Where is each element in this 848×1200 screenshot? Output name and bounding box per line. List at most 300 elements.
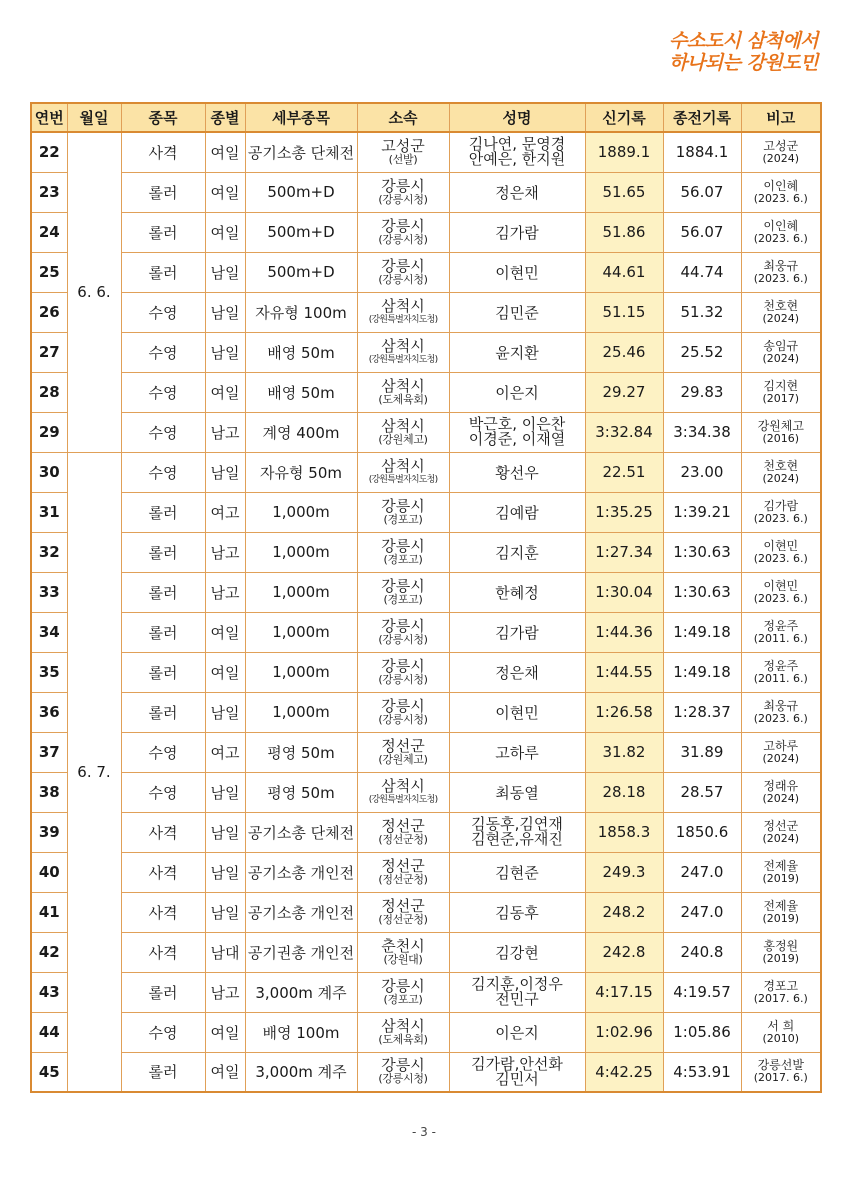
- table-row: [31, 132, 821, 172]
- category-cell: 남일: [205, 692, 245, 732]
- new-record-cell: 51.86: [585, 212, 663, 252]
- note-holder: 전제율: [763, 898, 799, 913]
- table-row: [31, 1012, 821, 1052]
- table-row: [31, 692, 821, 732]
- detail-cell: 공기소총 개인전: [245, 892, 357, 932]
- previous-record-cell: 4:19.57: [663, 972, 741, 1012]
- affiliation-cell: [357, 212, 449, 252]
- note-holder: 정선군: [763, 818, 799, 833]
- affiliation-cell: [357, 332, 449, 372]
- previous-record-cell: 1:49.18: [663, 612, 741, 652]
- note-cell: [741, 892, 821, 932]
- athlete-names-line: 최동열: [495, 783, 539, 802]
- event-cell: 롤러: [121, 172, 205, 212]
- new-record-cell: 1:26.58: [585, 692, 663, 732]
- table-row: [31, 932, 821, 972]
- event-cell: 수영: [121, 412, 205, 452]
- note-holder: 전제율: [763, 858, 799, 873]
- athlete-names-line: 김지훈: [495, 543, 539, 562]
- name-cell: [449, 1052, 585, 1092]
- row-number: 32: [31, 532, 67, 572]
- affiliation-sub: (정선군청): [378, 832, 428, 846]
- affiliation-main: 삼척시: [381, 336, 425, 355]
- event-cell: 롤러: [121, 612, 205, 652]
- affiliation-sub: (도체육회): [378, 392, 428, 406]
- header-note: 비고: [741, 103, 821, 132]
- note-cell: [741, 1012, 821, 1052]
- affiliation-cell: [357, 532, 449, 572]
- affiliation-main: 강릉시: [381, 496, 425, 515]
- event-cell: 롤러: [121, 252, 205, 292]
- row-number: 35: [31, 652, 67, 692]
- affiliation-main: 정선군: [381, 736, 425, 755]
- previous-record-cell: 1884.1: [663, 132, 741, 172]
- note-holder: 이인혜: [763, 218, 799, 233]
- table-row: [31, 1052, 821, 1092]
- affiliation-cell: [357, 452, 449, 492]
- affiliation-cell: [357, 932, 449, 972]
- new-record-cell: 1:30.04: [585, 572, 663, 612]
- affiliation-cell: [357, 772, 449, 812]
- table-row: [31, 452, 821, 492]
- athlete-names-line: 김가람: [495, 223, 539, 242]
- note-year: (2024): [762, 351, 800, 365]
- athlete-names-line: 한혜정: [495, 583, 539, 602]
- previous-record-cell: 28.57: [663, 772, 741, 812]
- detail-cell: 평영 50m: [245, 732, 357, 772]
- header-date: 월일: [67, 103, 121, 132]
- category-cell: 여일: [205, 132, 245, 172]
- row-number: 34: [31, 612, 67, 652]
- row-number: 27: [31, 332, 67, 372]
- table-row: [31, 892, 821, 932]
- previous-record-cell: 23.00: [663, 452, 741, 492]
- affiliation-sub: (강릉시청): [378, 1072, 428, 1086]
- previous-record-cell: 240.8: [663, 932, 741, 972]
- athlete-names-line: 김예람: [495, 503, 539, 522]
- note-holder: 최웅규: [763, 698, 799, 713]
- note-year: (2010): [762, 1031, 800, 1045]
- event-cell: 수영: [121, 372, 205, 412]
- athlete-names-line: 김민서: [495, 1069, 539, 1088]
- new-record-cell: 51.15: [585, 292, 663, 332]
- name-cell: [449, 492, 585, 532]
- previous-record-cell: 25.52: [663, 332, 741, 372]
- note-cell: [741, 452, 821, 492]
- table-row: [31, 852, 821, 892]
- row-number: 45: [31, 1052, 67, 1092]
- detail-cell: 배영 100m: [245, 1012, 357, 1052]
- table-header-row: [31, 103, 821, 132]
- category-cell: 여일: [205, 172, 245, 212]
- name-cell: [449, 692, 585, 732]
- event-cell: 사격: [121, 892, 205, 932]
- note-cell: [741, 812, 821, 852]
- table-row: [31, 612, 821, 652]
- page-number: - 3 -: [412, 1125, 436, 1139]
- table-row: [31, 172, 821, 212]
- note-holder: 서 희: [767, 1018, 795, 1033]
- affiliation-main: 강릉시: [381, 656, 425, 675]
- affiliation-main: 고성군: [381, 136, 425, 155]
- note-year: (2023. 6.): [753, 711, 808, 725]
- new-record-cell: 4:42.25: [585, 1052, 663, 1092]
- event-cell: 롤러: [121, 1052, 205, 1092]
- athlete-names-line: 김지훈,이정우: [471, 975, 563, 993]
- note-cell: [741, 212, 821, 252]
- affiliation-cell: [357, 412, 449, 452]
- detail-cell: 500m+D: [245, 172, 357, 212]
- detail-cell: 배영 50m: [245, 332, 357, 372]
- category-cell: 남일: [205, 452, 245, 492]
- note-cell: [741, 772, 821, 812]
- row-number: 42: [31, 932, 67, 972]
- affiliation-main: 삼척시: [381, 456, 425, 475]
- athlete-names-line: 김현준,유재진: [471, 830, 563, 848]
- name-cell: [449, 132, 585, 172]
- affiliation-cell: [357, 612, 449, 652]
- note-cell: [741, 852, 821, 892]
- event-cell: 롤러: [121, 692, 205, 732]
- affiliation-sub: (강원특별자치도청): [368, 354, 438, 365]
- name-cell: [449, 732, 585, 772]
- header-name: 성명: [449, 103, 585, 132]
- affiliation-cell: [357, 372, 449, 412]
- previous-record-cell: 56.07: [663, 172, 741, 212]
- athlete-names-line: 김동후: [495, 903, 539, 922]
- affiliation-sub: (정선군청): [378, 872, 428, 886]
- affiliation-cell: [357, 972, 449, 1012]
- note-cell: [741, 412, 821, 452]
- detail-cell: 3,000m 계주: [245, 1052, 357, 1092]
- note-year: (2011. 6.): [753, 631, 808, 645]
- row-number: 22: [31, 132, 67, 172]
- affiliation-sub: (도체육회): [378, 1032, 428, 1046]
- note-cell: [741, 132, 821, 172]
- row-number: 40: [31, 852, 67, 892]
- athlete-names-line: 정은채: [495, 183, 539, 202]
- athlete-names-line: 김강현: [495, 943, 539, 962]
- detail-cell: 공기권총 개인전: [245, 932, 357, 972]
- note-holder: 이인혜: [763, 178, 799, 193]
- affiliation-sub: (경포고): [383, 512, 423, 526]
- note-cell: [741, 612, 821, 652]
- event-cell: 롤러: [121, 972, 205, 1012]
- previous-record-cell: 3:34.38: [663, 412, 741, 452]
- note-year: (2023. 6.): [753, 591, 808, 605]
- athlete-names-line: 이현민: [495, 263, 539, 282]
- detail-cell: 1,000m: [245, 532, 357, 572]
- detail-cell: 공기소총 단체전: [245, 132, 357, 172]
- date-cell: 6. 6.: [67, 132, 121, 452]
- note-year: (2024): [762, 791, 800, 805]
- new-record-cell: 51.65: [585, 172, 663, 212]
- affiliation-cell: [357, 572, 449, 612]
- athlete-names-line: 이은지: [495, 1023, 539, 1042]
- detail-cell: 공기소총 개인전: [245, 852, 357, 892]
- row-number: 44: [31, 1012, 67, 1052]
- name-cell: [449, 932, 585, 972]
- previous-record-cell: 31.89: [663, 732, 741, 772]
- table-row: [31, 332, 821, 372]
- affiliation-main: 강릉시: [381, 256, 425, 275]
- note-year: (2019): [762, 871, 800, 885]
- slogan-logo: [669, 30, 818, 74]
- table-row: [31, 372, 821, 412]
- previous-record-cell: 1850.6: [663, 812, 741, 852]
- table-row: [31, 252, 821, 292]
- new-record-cell: 25.46: [585, 332, 663, 372]
- affiliation-main: 정선군: [381, 896, 425, 915]
- athlete-names-line: 황선우: [495, 463, 539, 482]
- detail-cell: 3,000m 계주: [245, 972, 357, 1012]
- note-year: (2023. 6.): [753, 191, 808, 205]
- affiliation-main: 강릉시: [381, 176, 425, 195]
- event-cell: 롤러: [121, 572, 205, 612]
- affiliation-sub: (강릉시청): [378, 192, 428, 206]
- note-year: (2024): [762, 831, 800, 845]
- athlete-names-line: 김현준: [495, 863, 539, 882]
- affiliation-sub: (선발): [388, 152, 418, 166]
- name-cell: [449, 612, 585, 652]
- athlete-names-line: 김나연, 문영경: [468, 135, 566, 154]
- note-holder: 송임규: [763, 338, 799, 353]
- athlete-names-line: 김민준: [495, 303, 539, 322]
- note-year: (2019): [762, 911, 800, 925]
- note-holder: 이현민: [763, 578, 799, 593]
- new-record-cell: 1:35.25: [585, 492, 663, 532]
- note-year: (2024): [762, 311, 800, 325]
- category-cell: 남일: [205, 892, 245, 932]
- event-cell: 롤러: [121, 532, 205, 572]
- table-row: [31, 732, 821, 772]
- note-holder: 정래유: [763, 778, 799, 793]
- detail-cell: 1,000m: [245, 692, 357, 732]
- affiliation-main: 강릉시: [381, 216, 425, 235]
- detail-cell: 1,000m: [245, 572, 357, 612]
- name-cell: [449, 292, 585, 332]
- table-row: [31, 772, 821, 812]
- previous-record-cell: 4:53.91: [663, 1052, 741, 1092]
- row-number: 41: [31, 892, 67, 932]
- note-year: (2017. 6.): [753, 1071, 808, 1085]
- affiliation-main: 삼척시: [381, 296, 425, 315]
- event-cell: 수영: [121, 772, 205, 812]
- athlete-names-line: 고하루: [495, 743, 539, 762]
- note-holder: 천호현: [763, 298, 799, 313]
- header-affiliation: 소속: [357, 103, 449, 132]
- name-cell: [449, 892, 585, 932]
- row-number: 25: [31, 252, 67, 292]
- note-holder: 천호현: [763, 458, 799, 473]
- affiliation-cell: [357, 292, 449, 332]
- previous-record-cell: 51.32: [663, 292, 741, 332]
- note-holder: 이현민: [763, 538, 799, 553]
- affiliation-cell: [357, 132, 449, 172]
- note-cell: [741, 292, 821, 332]
- affiliation-cell: [357, 732, 449, 772]
- affiliation-main: 정선군: [381, 856, 425, 875]
- note-holder: 최웅규: [763, 258, 799, 273]
- note-holder: 정윤주: [763, 658, 799, 673]
- athlete-names-line: 김가람: [495, 623, 539, 642]
- category-cell: 여일: [205, 1052, 245, 1092]
- table-row: [31, 572, 821, 612]
- affiliation-sub: (정선군청): [378, 912, 428, 926]
- note-cell: [741, 252, 821, 292]
- note-year: (2024): [762, 751, 800, 765]
- records-table: [30, 102, 822, 1093]
- affiliation-cell: [357, 652, 449, 692]
- affiliation-main: 삼척시: [381, 376, 425, 395]
- new-record-cell: 249.3: [585, 852, 663, 892]
- table-row: [31, 652, 821, 692]
- affiliation-sub: (경포고): [383, 552, 423, 566]
- header-previous-record: 종전기록: [663, 103, 741, 132]
- event-cell: 롤러: [121, 212, 205, 252]
- category-cell: 남일: [205, 812, 245, 852]
- category-cell: 여일: [205, 372, 245, 412]
- header-category: 종별: [205, 103, 245, 132]
- affiliation-sub: (강원특별자치도청): [368, 794, 438, 805]
- event-cell: 사격: [121, 932, 205, 972]
- detail-cell: 계영 400m: [245, 412, 357, 452]
- header-new-record: 신기록: [585, 103, 663, 132]
- note-cell: [741, 492, 821, 532]
- previous-record-cell: 44.74: [663, 252, 741, 292]
- new-record-cell: 1:44.55: [585, 652, 663, 692]
- note-holder: 정윤주: [763, 618, 799, 633]
- athlete-names-line: 안예은, 한지원: [468, 150, 566, 169]
- affiliation-sub: (강원대): [383, 952, 423, 966]
- event-cell: 사격: [121, 852, 205, 892]
- note-cell: [741, 692, 821, 732]
- affiliation-main: 삼척시: [381, 776, 425, 795]
- new-record-cell: 1:02.96: [585, 1012, 663, 1052]
- table-row: [31, 972, 821, 1012]
- previous-record-cell: 1:49.18: [663, 652, 741, 692]
- affiliation-sub: (강릉시청): [378, 272, 428, 286]
- previous-record-cell: 247.0: [663, 852, 741, 892]
- name-cell: [449, 772, 585, 812]
- category-cell: 남일: [205, 292, 245, 332]
- previous-record-cell: 247.0: [663, 892, 741, 932]
- category-cell: 여일: [205, 1012, 245, 1052]
- date-cell: 6. 7.: [67, 452, 121, 1092]
- athlete-names-line: 이은지: [495, 383, 539, 402]
- note-cell: [741, 332, 821, 372]
- previous-record-cell: 56.07: [663, 212, 741, 252]
- name-cell: [449, 412, 585, 452]
- note-cell: [741, 532, 821, 572]
- row-number: 38: [31, 772, 67, 812]
- note-year: (2023. 6.): [753, 511, 808, 525]
- affiliation-cell: [357, 172, 449, 212]
- name-cell: [449, 212, 585, 252]
- detail-cell: 평영 50m: [245, 772, 357, 812]
- event-cell: 롤러: [121, 492, 205, 532]
- header-event: 종목: [121, 103, 205, 132]
- name-cell: [449, 1012, 585, 1052]
- note-year: (2011. 6.): [753, 671, 808, 685]
- affiliation-sub: (강원특별자치도청): [368, 314, 438, 325]
- row-number: 24: [31, 212, 67, 252]
- name-cell: [449, 372, 585, 412]
- event-cell: 사격: [121, 812, 205, 852]
- note-year: (2024): [762, 471, 800, 485]
- row-number: 23: [31, 172, 67, 212]
- note-cell: [741, 652, 821, 692]
- affiliation-sub: (강원특별자치도청): [368, 474, 438, 485]
- category-cell: 여일: [205, 652, 245, 692]
- note-cell: [741, 372, 821, 412]
- athlete-names-line: 박근호, 이은찬: [468, 415, 566, 433]
- athlete-names-line: 전민구: [495, 990, 539, 1008]
- category-cell: 여일: [205, 212, 245, 252]
- name-cell: [449, 532, 585, 572]
- detail-cell: 500m+D: [245, 252, 357, 292]
- note-holder: 김지현: [763, 378, 799, 393]
- affiliation-main: 정선군: [381, 816, 425, 835]
- event-cell: 수영: [121, 1012, 205, 1052]
- table-row: [31, 532, 821, 572]
- category-cell: 여고: [205, 732, 245, 772]
- event-cell: 수영: [121, 452, 205, 492]
- row-number: 33: [31, 572, 67, 612]
- new-record-cell: 1889.1: [585, 132, 663, 172]
- new-record-cell: 248.2: [585, 892, 663, 932]
- affiliation-sub: (강릉시청): [378, 672, 428, 686]
- category-cell: 여일: [205, 612, 245, 652]
- note-year: (2016): [762, 431, 800, 445]
- previous-record-cell: 29.83: [663, 372, 741, 412]
- athlete-names-line: 김가람,안선화: [471, 1054, 563, 1073]
- note-year: (2023. 6.): [753, 271, 808, 285]
- athlete-names-line: 김동후,김연재: [471, 815, 563, 833]
- row-number: 31: [31, 492, 67, 532]
- row-number: 30: [31, 452, 67, 492]
- note-holder: 강원체고: [757, 418, 804, 433]
- new-record-cell: 31.82: [585, 732, 663, 772]
- athlete-names-line: 정은채: [495, 663, 539, 682]
- affiliation-cell: [357, 252, 449, 292]
- note-cell: [741, 572, 821, 612]
- affiliation-cell: [357, 1052, 449, 1092]
- affiliation-cell: [357, 812, 449, 852]
- affiliation-main: 삼척시: [381, 1016, 425, 1035]
- row-number: 37: [31, 732, 67, 772]
- category-cell: 남일: [205, 252, 245, 292]
- header-detail: 세부종목: [245, 103, 357, 132]
- affiliation-sub: (강릉시청): [378, 632, 428, 646]
- detail-cell: 공기소총 단체전: [245, 812, 357, 852]
- category-cell: 남일: [205, 332, 245, 372]
- note-cell: [741, 972, 821, 1012]
- row-number: 36: [31, 692, 67, 732]
- affiliation-main: 강릉시: [381, 616, 425, 635]
- header-no: 연번: [31, 103, 67, 132]
- detail-cell: 자유형 50m: [245, 452, 357, 492]
- previous-record-cell: 1:05.86: [663, 1012, 741, 1052]
- note-year: (2019): [762, 951, 800, 965]
- detail-cell: 500m+D: [245, 212, 357, 252]
- note-holder: 경포고: [763, 978, 799, 993]
- note-holder: 홍정원: [763, 938, 799, 953]
- event-cell: 롤러: [121, 652, 205, 692]
- category-cell: 남대: [205, 932, 245, 972]
- affiliation-main: 강릉시: [381, 536, 425, 555]
- affiliation-sub: (경포고): [383, 992, 423, 1006]
